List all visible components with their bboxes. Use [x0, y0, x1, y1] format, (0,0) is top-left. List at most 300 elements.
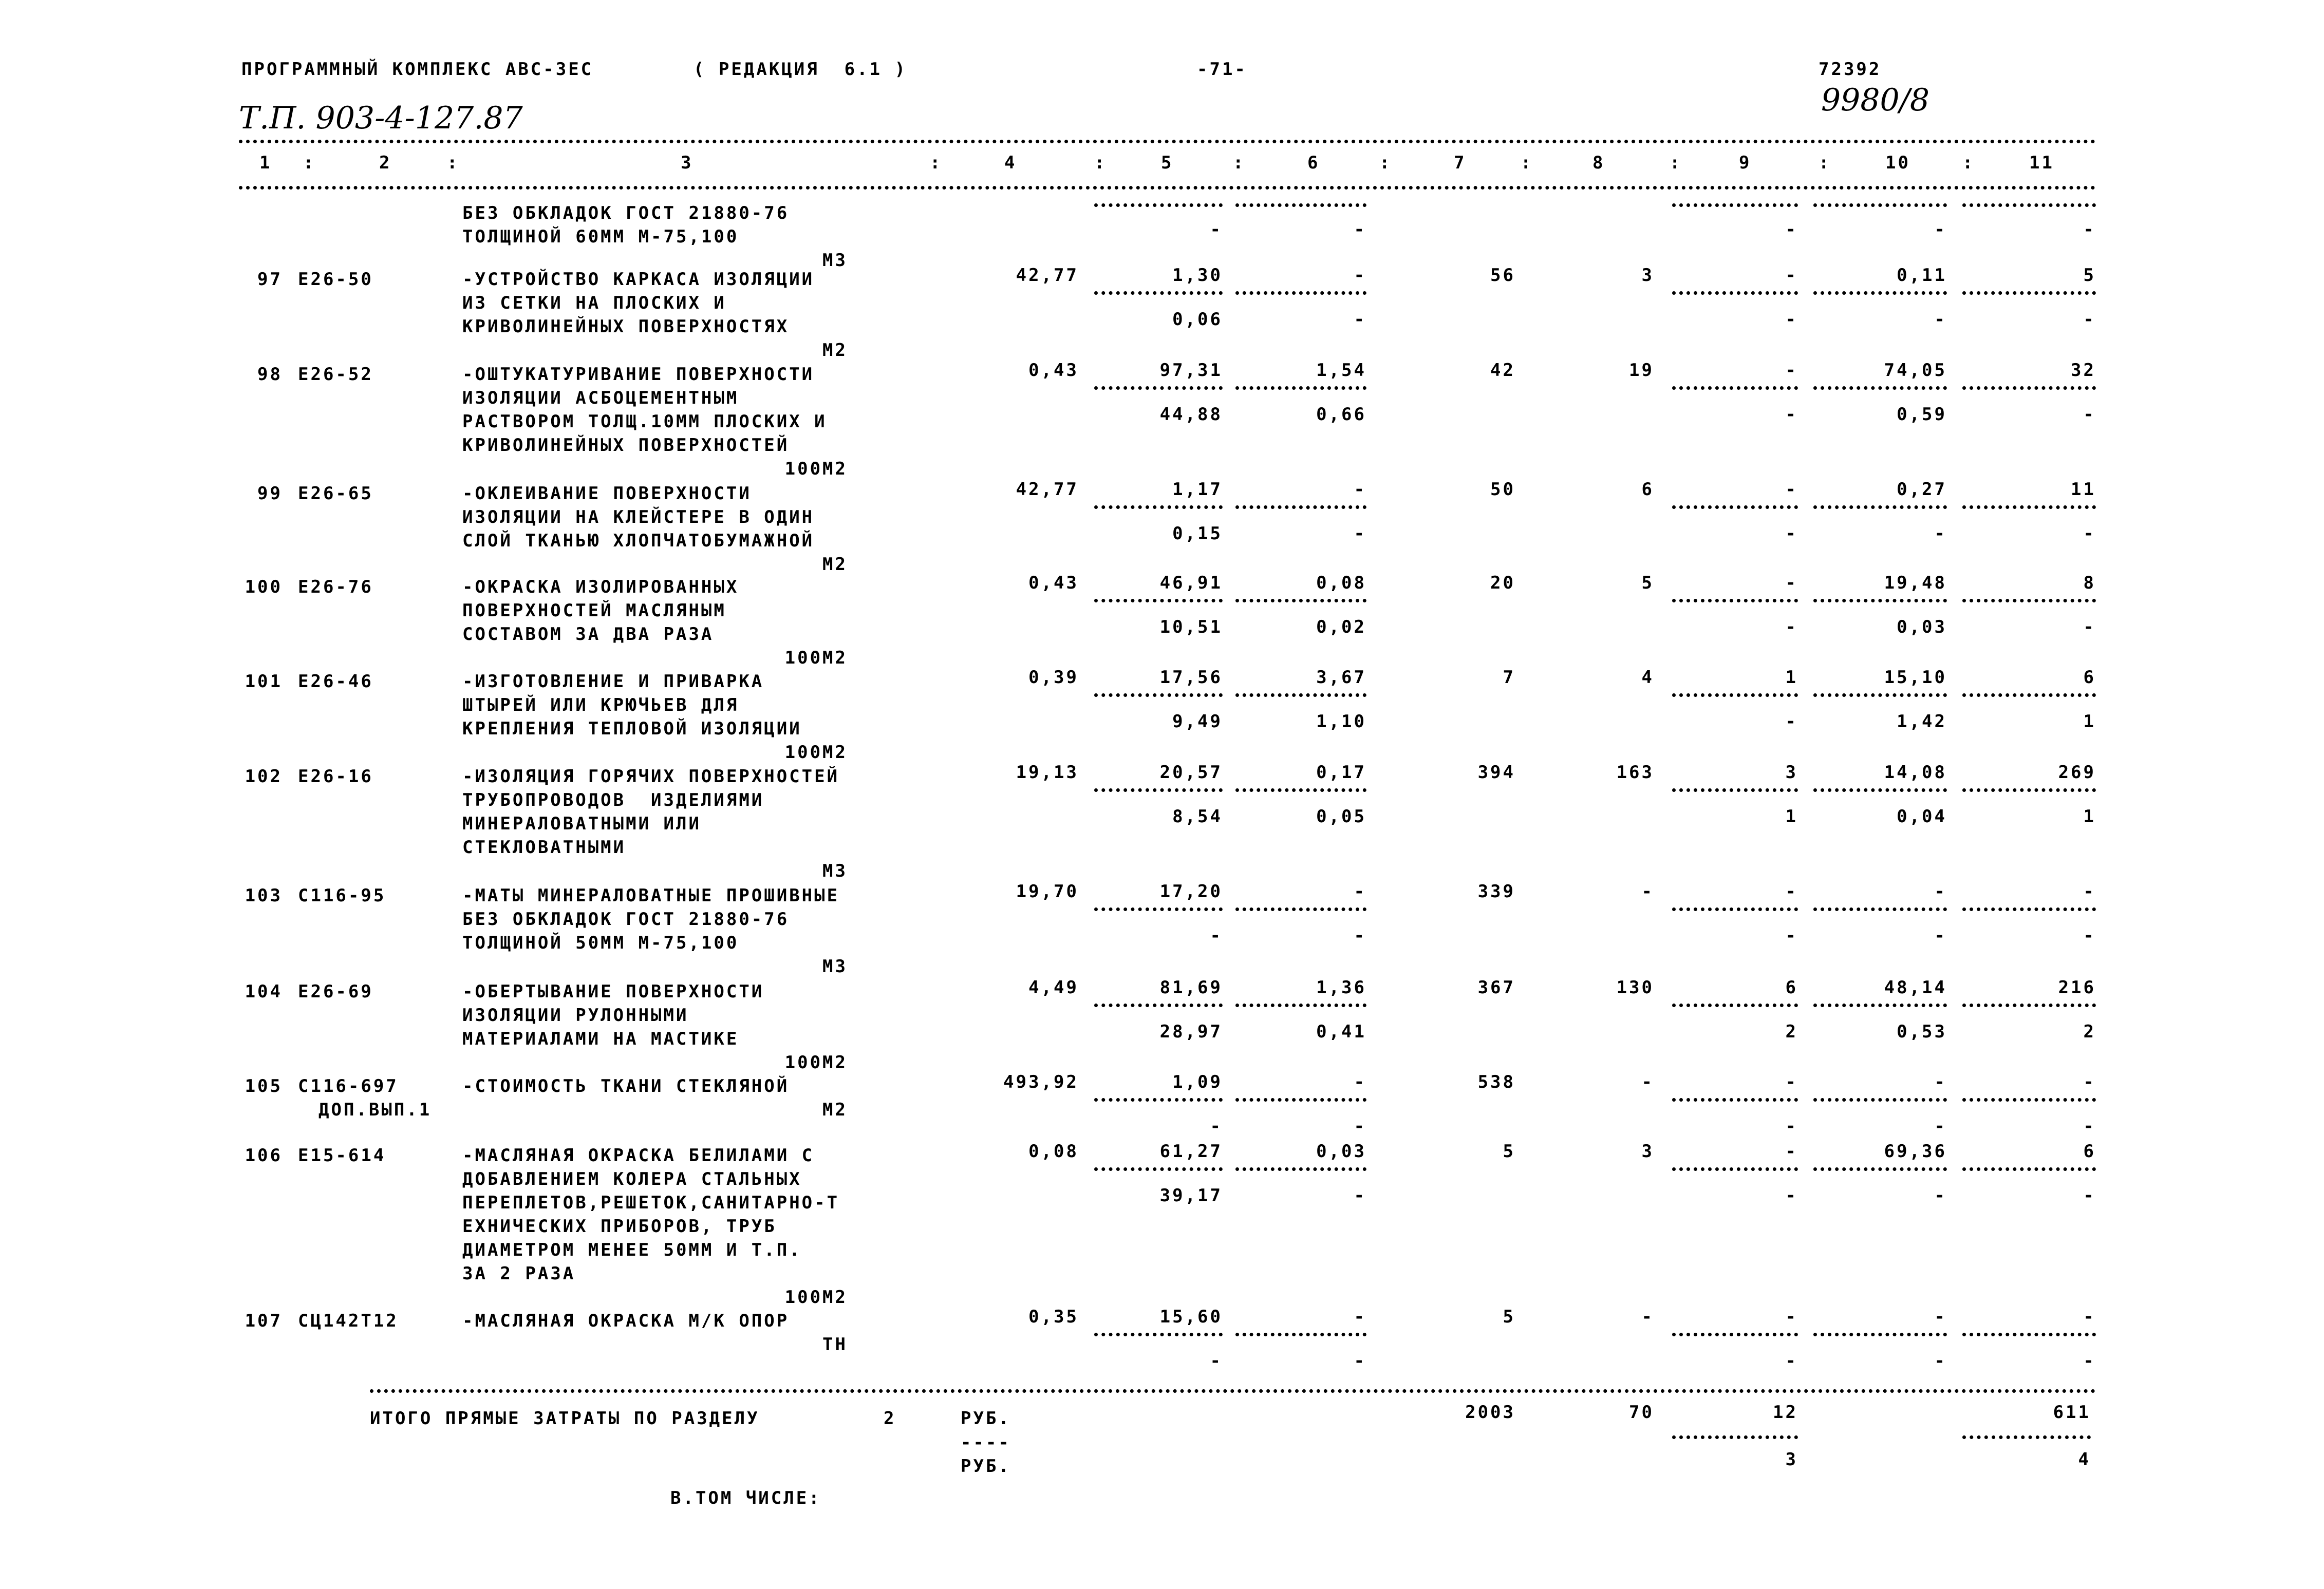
cell-c9-top: 3: [1785, 762, 1798, 783]
cell-col-8: -: [1641, 881, 1654, 902]
row-unit: 100М2: [784, 459, 848, 479]
cell-c6-rule: [1235, 203, 1366, 207]
cell-c11-bottom: -: [2083, 925, 2096, 946]
cell-c6-rule: [1235, 1004, 1366, 1007]
column-header-10: 10: [1885, 153, 1910, 173]
row-description-line: ЗА 2 РАЗА: [462, 1263, 576, 1284]
cell-c5-rule: [1094, 291, 1223, 295]
cell-c9-rule: [1672, 1004, 1798, 1007]
cell-c6-top: 0,08: [1316, 573, 1366, 593]
cell-c5-top: 17,20: [1159, 881, 1223, 902]
cell-c6-top: -: [1354, 1307, 1366, 1327]
header-bottom-rule: [239, 186, 2096, 190]
cell-c6-rule: [1235, 599, 1366, 602]
row-description-line: ИЗОЛЯЦИИ АСБОЦЕМЕНТНЫМ: [462, 388, 739, 408]
cell-c9-rule: [1672, 291, 1798, 295]
table-bottom-rule: [370, 1389, 2096, 1393]
row-unit: 100М2: [784, 1052, 848, 1073]
column-header-8: 8: [1592, 153, 1605, 173]
cell-c11-bottom: 2: [2083, 1021, 2096, 1042]
row-description-line: КРИВОЛИНЕЙНЫХ ПОВЕРХНОСТЯХ: [462, 316, 790, 337]
row-number: 100: [245, 577, 283, 597]
row-number: 106: [245, 1145, 283, 1166]
cell-c11-bottom: -: [2083, 1116, 2096, 1137]
row-description-line: -ОШТУКАТУРИВАНИЕ ПОВЕРХНОСТИ: [462, 364, 815, 385]
row-unit: М3: [822, 956, 848, 977]
cell-col-7: 56: [1490, 265, 1515, 286]
total-col-11-bottom: 4: [2078, 1449, 2091, 1470]
cell-c5-rule: [1094, 693, 1223, 697]
row-code: С116-697: [298, 1076, 399, 1096]
cell-c11-rule: [1962, 693, 2096, 697]
cell-c10-bottom: 0,04: [1897, 806, 1947, 827]
cell-c6-top: 1,54: [1316, 360, 1366, 381]
row-unit: 100М2: [784, 648, 848, 668]
column-header-3: 3: [681, 153, 694, 173]
cell-col-7: 394: [1477, 762, 1515, 783]
cell-c11-rule: [1962, 1098, 2096, 1102]
row-description-line: -УСТРОЙСТВО КАРКАСА ИЗОЛЯЦИИ: [462, 269, 815, 290]
row-number: 107: [245, 1311, 283, 1331]
cell-c5-top: 17,56: [1159, 667, 1223, 688]
cell-c5-rule: [1094, 203, 1223, 207]
cell-c11-rule: [1962, 386, 2096, 390]
row-number: 98: [257, 364, 283, 385]
row-unit: 100М2: [784, 742, 848, 763]
row-description-line: РАСТВОРОМ ТОЛЩ.10ММ ПЛОСКИХ И: [462, 411, 827, 432]
cell-c10-bottom: -: [1934, 1116, 1947, 1137]
cell-c10-top: -: [1934, 1072, 1947, 1092]
document-number: 72392: [1819, 59, 1882, 80]
cell-c6-top: 1,36: [1316, 977, 1366, 998]
cell-c6-bottom: -: [1354, 925, 1366, 946]
cell-c11-top: 5: [2083, 265, 2096, 286]
cell-c6-bottom: -: [1354, 219, 1366, 240]
cell-c11-bottom: -: [2083, 404, 2096, 425]
cell-c11-rule: [1962, 599, 2096, 602]
cell-c5-top: 1,17: [1172, 479, 1223, 500]
row-description-line: КРИВОЛИНЕЙНЫХ ПОВЕРХНОСТЕЙ: [462, 435, 790, 456]
row-unit: ТН: [822, 1334, 848, 1355]
cell-c5-rule: [1094, 1098, 1223, 1102]
cell-c11-rule: [1962, 505, 2096, 509]
column-header-5: 5: [1161, 153, 1174, 173]
cell-col-7: 50: [1490, 479, 1515, 500]
total-col-9-bottom: 3: [1785, 1449, 1798, 1470]
cell-c6-rule: [1235, 386, 1366, 390]
row-description-line: ИЗОЛЯЦИИ НА КЛЕЙСТЕРЕ В ОДИН: [462, 507, 815, 527]
cell-c9-rule: [1672, 1098, 1798, 1102]
total-col-9-rule: [1672, 1435, 1798, 1439]
row-number: 97: [257, 269, 283, 290]
cell-c9-rule: [1672, 203, 1798, 207]
cell-c6-top: -: [1354, 1072, 1366, 1092]
cell-col-8: 3: [1641, 265, 1654, 286]
row-code: С116-95: [298, 885, 386, 906]
row-code: Е26-52: [298, 364, 373, 385]
cell-c9-top: -: [1785, 360, 1798, 381]
cell-c9-top: -: [1785, 881, 1798, 902]
row-description-line: -МАСЛЯНАЯ ОКРАСКА БЕЛИЛАМИ С: [462, 1145, 815, 1166]
cell-c9-bottom: -: [1785, 309, 1798, 330]
column-header-11: 11: [2029, 153, 2054, 173]
row-description-line: -ИЗГОТОВЛЕНИЕ И ПРИВАРКА: [462, 671, 764, 692]
cell-col-4: 4,49: [1028, 977, 1079, 998]
total-col-8: 70: [1629, 1402, 1654, 1423]
cell-c9-top: -: [1785, 479, 1798, 500]
row-code: Е26-50: [298, 269, 373, 290]
column-header-4: 4: [1004, 153, 1017, 173]
cell-col-8: 163: [1616, 762, 1654, 783]
cell-c9-bottom: -: [1785, 1116, 1798, 1137]
cell-col-8: 5: [1641, 573, 1654, 593]
cell-c10-bottom: -: [1934, 925, 1947, 946]
page-number: -71-: [1197, 59, 1247, 80]
column-separator: :: [1819, 153, 1831, 173]
in-that-number-label: В.ТОМ ЧИСЛЕ:: [670, 1488, 821, 1508]
cell-c11-bottom: 1: [2083, 806, 2096, 827]
row-description-line: -ОБЕРТЫВАНИЕ ПОВЕРХНОСТИ: [462, 981, 764, 1002]
cell-c10-rule: [1813, 599, 1947, 602]
row-description-line: ПЕРЕПЛЕТОВ,РЕШЕТОК,САНИТАРНО-Т: [462, 1193, 840, 1213]
cell-c6-bottom: -: [1354, 1351, 1366, 1371]
cell-c6-top: -: [1354, 265, 1366, 286]
row-code: Е26-76: [298, 577, 373, 597]
cell-c6-bottom: 0,02: [1316, 617, 1366, 637]
cell-c5-rule: [1094, 505, 1223, 509]
row-code: Е26-69: [298, 981, 373, 1002]
column-separator: :: [1521, 153, 1533, 173]
cell-c11-top: 11: [2071, 479, 2096, 500]
cell-c9-rule: [1672, 693, 1798, 697]
cell-c6-top: 0,17: [1316, 762, 1366, 783]
cell-c9-top: 1: [1785, 667, 1798, 688]
cell-c5-rule: [1094, 1167, 1223, 1171]
row-code: Е26-16: [298, 766, 373, 787]
column-separator: :: [1233, 153, 1246, 173]
cell-col-8: 6: [1641, 479, 1654, 500]
cell-c5-rule: [1094, 1333, 1223, 1336]
cell-c9-bottom: -: [1785, 925, 1798, 946]
cell-c6-rule: [1235, 1333, 1366, 1336]
cell-c6-rule: [1235, 693, 1366, 697]
cell-c9-rule: [1672, 599, 1798, 602]
cell-c10-rule: [1813, 203, 1947, 207]
cell-c9-bottom: 2: [1785, 1021, 1798, 1042]
cell-c5-top: 61,27: [1159, 1141, 1223, 1162]
cell-c11-top: -: [2083, 1307, 2096, 1327]
cell-c10-bottom: 1,42: [1897, 711, 1947, 732]
cell-c10-rule: [1813, 291, 1947, 295]
cell-c5-bottom: -: [1210, 1116, 1223, 1137]
cell-c6-bottom: 0,41: [1316, 1021, 1366, 1042]
cell-c10-bottom: -: [1934, 1351, 1947, 1371]
cell-col-4: 19,13: [1016, 762, 1079, 783]
handwritten-project-code: Т.П. 903-4-127.87: [239, 100, 523, 136]
cell-c5-rule: [1094, 788, 1223, 792]
cell-c11-top: -: [2083, 1072, 2096, 1092]
cell-c11-rule: [1962, 291, 2096, 295]
cell-c10-bottom: -: [1934, 219, 1947, 240]
cell-c10-bottom: -: [1934, 309, 1947, 330]
row-unit: М3: [822, 250, 848, 271]
cell-c11-bottom: -: [2083, 523, 2096, 544]
cell-c11-top: -: [2083, 881, 2096, 902]
cell-col-7: 339: [1477, 881, 1515, 902]
cell-c6-bottom: 0,66: [1316, 404, 1366, 425]
cell-col-8: 130: [1616, 977, 1654, 998]
row-number: 105: [245, 1076, 283, 1096]
row-description-line: СЛОЙ ТКАНЬЮ ХЛОПЧАТОБУМАЖНОЙ: [462, 531, 815, 551]
row-code-extra: ДОП.ВЫП.1: [318, 1100, 432, 1120]
cell-c5-bottom: 0,06: [1172, 309, 1223, 330]
row-number: 102: [245, 766, 283, 787]
total-col-11-rule: [1962, 1435, 2091, 1439]
cell-c9-bottom: -: [1785, 1351, 1798, 1371]
cell-c9-rule: [1672, 1167, 1798, 1171]
cell-c9-rule: [1672, 907, 1798, 911]
cell-c6-rule: [1235, 1098, 1366, 1102]
cell-c5-bottom: 28,97: [1159, 1021, 1223, 1042]
cell-c10-bottom: -: [1934, 523, 1947, 544]
row-code: Е26-46: [298, 671, 373, 692]
cell-col-4: 19,70: [1016, 881, 1079, 902]
cell-c9-bottom: -: [1785, 523, 1798, 544]
cell-c6-rule: [1235, 1167, 1366, 1171]
cell-c9-top: -: [1785, 265, 1798, 286]
row-description-line: -ИЗОЛЯЦИЯ ГОРЯЧИХ ПОВЕРХНОСТЕЙ: [462, 766, 840, 787]
row-description-line: ТРУБОПРОВОДОВ ИЗДЕЛИЯМИ: [462, 790, 764, 810]
total-currency-dash: ----: [961, 1432, 1011, 1453]
row-unit: 100М2: [784, 1287, 848, 1308]
column-separator: :: [1962, 153, 1975, 173]
total-currency-1: РУБ.: [961, 1408, 1011, 1429]
cell-c6-top: 3,67: [1316, 667, 1366, 688]
cell-c10-top: 14,08: [1884, 762, 1947, 783]
cell-c5-top: 46,91: [1159, 573, 1223, 593]
cell-c6-rule: [1235, 907, 1366, 911]
row-description-line: МАТЕРИАЛАМИ НА МАСТИКЕ: [462, 1029, 739, 1049]
cell-c10-rule: [1813, 693, 1947, 697]
cell-c9-top: 6: [1785, 977, 1798, 998]
cell-c6-bottom: -: [1354, 523, 1366, 544]
cell-c11-bottom: -: [2083, 1185, 2096, 1206]
cell-c6-top: 0,03: [1316, 1141, 1366, 1162]
cell-c9-top: -: [1785, 1307, 1798, 1327]
cell-c11-rule: [1962, 1004, 2096, 1007]
cell-c10-top: -: [1934, 881, 1947, 902]
cell-c6-rule: [1235, 291, 1366, 295]
cell-c5-bottom: -: [1210, 925, 1223, 946]
cell-c11-bottom: -: [2083, 1351, 2096, 1371]
cell-col-8: -: [1641, 1072, 1654, 1092]
row-number: 99: [257, 483, 283, 504]
cell-col-8: -: [1641, 1307, 1654, 1327]
cell-c10-top: 0,11: [1897, 265, 1947, 286]
cell-col-4: 42,77: [1016, 479, 1079, 500]
cell-c5-rule: [1094, 599, 1223, 602]
cell-col-7: 5: [1503, 1141, 1515, 1162]
cell-c6-rule: [1235, 505, 1366, 509]
cell-c11-bottom: -: [2083, 219, 2096, 240]
cell-c6-rule: [1235, 788, 1366, 792]
cell-c9-bottom: -: [1785, 404, 1798, 425]
row-description-line: МИНЕРАЛОВАТНЫМИ ИЛИ: [462, 814, 701, 834]
column-separator: :: [447, 153, 460, 173]
edition-label: ( РЕДАКЦИЯ 6.1 ): [694, 59, 907, 80]
cell-col-4: 42,77: [1016, 265, 1079, 286]
row-description-line: БЕЗ ОБКЛАДОК ГОСТ 21880-76: [462, 909, 790, 930]
row-description-line: -ОКЛЕИВАНИЕ ПОВЕРХНОСТИ: [462, 483, 752, 504]
cell-c11-rule: [1962, 788, 2096, 792]
cell-c5-bottom: 9,49: [1172, 711, 1223, 732]
cell-c5-top: 20,57: [1159, 762, 1223, 783]
row-description-line: ИЗОЛЯЦИИ РУЛОННЫМИ: [462, 1005, 689, 1026]
column-header-1: 1: [259, 153, 272, 173]
cell-col-4: 493,92: [1003, 1072, 1079, 1092]
cell-c5-top: 81,69: [1159, 977, 1223, 998]
cell-c10-top: 48,14: [1884, 977, 1947, 998]
cell-c11-top: 32: [2071, 360, 2096, 381]
row-description-line: ШТЫРЕЙ ИЛИ КРЮЧЬЕВ ДЛЯ: [462, 695, 739, 715]
row-description-line: -ОКРАСКА ИЗОЛИРОВАННЫХ: [462, 577, 739, 597]
row-description-line: -СТОИМОСТЬ ТКАНИ СТЕКЛЯНОЙ: [462, 1076, 790, 1096]
row-description-line: ПОВЕРХНОСТЕЙ МАСЛЯНЫМ: [462, 600, 726, 621]
row-description-line: СТЕКЛОВАТНЫМИ: [462, 837, 626, 858]
cell-c10-top: 0,27: [1897, 479, 1947, 500]
row-number: 104: [245, 981, 283, 1002]
cell-c10-rule: [1813, 505, 1947, 509]
program-title: ПРОГРАММНЫЙ КОМПЛЕКС АВС-3ЕС: [241, 59, 594, 80]
cell-col-7: 7: [1503, 667, 1515, 688]
column-separator: :: [1094, 153, 1107, 173]
column-header-2: 2: [379, 153, 392, 173]
cell-c10-bottom: -: [1934, 1185, 1947, 1206]
cell-c9-rule: [1672, 1333, 1798, 1336]
handwritten-archive-number: 9980/8: [1821, 82, 1930, 118]
row-unit: М3: [822, 861, 848, 881]
cell-c5-rule: [1094, 907, 1223, 911]
cell-c10-rule: [1813, 1167, 1947, 1171]
total-label: ИТОГО ПРЯМЫЕ ЗАТРАТЫ ПО РАЗДЕЛУ: [370, 1408, 760, 1429]
cell-c6-bottom: -: [1354, 1185, 1366, 1206]
column-separator: :: [303, 153, 316, 173]
cell-c11-bottom: -: [2083, 309, 2096, 330]
cell-col-7: 20: [1490, 573, 1515, 593]
row-description-line: -МАСЛЯНАЯ ОКРАСКА М/К ОПОР: [462, 1311, 790, 1331]
total-col-7: 2003: [1465, 1402, 1515, 1423]
cell-c5-rule: [1094, 386, 1223, 390]
row-number: 101: [245, 671, 283, 692]
cell-c11-top: 6: [2083, 667, 2096, 688]
cell-c11-top: 8: [2083, 573, 2096, 593]
cell-col-7: 5: [1503, 1307, 1515, 1327]
cell-c10-rule: [1813, 788, 1947, 792]
cell-c5-bottom: -: [1210, 1351, 1223, 1371]
cell-c9-rule: [1672, 788, 1798, 792]
cell-c11-top: 269: [2058, 762, 2096, 783]
row-description-line: -МАТЫ МИНЕРАЛОВАТНЫЕ ПРОШИВНЫЕ: [462, 885, 840, 906]
cell-col-8: 3: [1641, 1141, 1654, 1162]
cell-col-4: 0,35: [1028, 1307, 1079, 1327]
row-description-line: ДОБАВЛЕНИЕМ КОЛЕРА СТАЛЬНЫХ: [462, 1169, 802, 1189]
row-description-line: ДИАМЕТРОМ МЕНЕЕ 50ММ И Т.П.: [462, 1240, 802, 1260]
cell-c5-top: 1,09: [1172, 1072, 1223, 1092]
cell-col-7: 367: [1477, 977, 1515, 998]
cell-c11-rule: [1962, 907, 2096, 911]
table-top-rule: [239, 140, 2096, 143]
row-description-line: ТОЛЩИНОЙ 60ММ М-75,100: [462, 226, 739, 247]
cell-col-4: 0,08: [1028, 1141, 1079, 1162]
cell-c5-bottom: 0,15: [1172, 523, 1223, 544]
cell-c6-bottom: -: [1354, 1116, 1366, 1137]
cell-c10-top: 74,05: [1884, 360, 1947, 381]
cell-c5-bottom: 10,51: [1159, 617, 1223, 637]
cell-c9-bottom: -: [1785, 1185, 1798, 1206]
cell-col-4: 0,39: [1028, 667, 1079, 688]
cell-c9-top: -: [1785, 1141, 1798, 1162]
row-number: 103: [245, 885, 283, 906]
column-header-9: 9: [1739, 153, 1752, 173]
row-code: Е15-614: [298, 1145, 386, 1166]
column-header-7: 7: [1454, 153, 1467, 173]
cell-c5-bottom: 8,54: [1172, 806, 1223, 827]
total-currency-2: РУБ.: [961, 1456, 1011, 1477]
cell-c5-bottom: -: [1210, 219, 1223, 240]
total-col-11-top: 611: [2053, 1402, 2091, 1423]
cell-col-8: 4: [1641, 667, 1654, 688]
row-description-line: КРЕПЛЕНИЯ ТЕПЛОВОЙ ИЗОЛЯЦИИ: [462, 718, 802, 739]
cell-c6-bottom: 0,05: [1316, 806, 1366, 827]
cell-c10-rule: [1813, 907, 1947, 911]
cell-c9-top: -: [1785, 1072, 1798, 1092]
cell-c11-bottom: -: [2083, 617, 2096, 637]
cell-c6-bottom: 1,10: [1316, 711, 1366, 732]
cell-c6-bottom: -: [1354, 309, 1366, 330]
column-header-6: 6: [1307, 153, 1320, 173]
cell-c10-top: 15,10: [1884, 667, 1947, 688]
column-separator: :: [930, 153, 943, 173]
cell-c11-bottom: 1: [2083, 711, 2096, 732]
row-description-line: БЕЗ ОБКЛАДОК ГОСТ 21880-76: [462, 203, 790, 223]
cell-c9-top: -: [1785, 573, 1798, 593]
column-separator: :: [1379, 153, 1392, 173]
cell-col-7: 538: [1477, 1072, 1515, 1092]
row-description-line: ЕХНИЧЕСКИХ ПРИБОРОВ, ТРУБ: [462, 1216, 777, 1237]
cell-c10-top: -: [1934, 1307, 1947, 1327]
cell-c10-rule: [1813, 1333, 1947, 1336]
total-col-9-top: 12: [1773, 1402, 1798, 1423]
cell-c10-bottom: 0,03: [1897, 617, 1947, 637]
row-unit: М2: [822, 554, 848, 575]
cell-col-4: 0,43: [1028, 360, 1079, 381]
cell-c11-rule: [1962, 1333, 2096, 1336]
cell-c9-bottom: -: [1785, 617, 1798, 637]
cell-c11-top: 6: [2083, 1141, 2096, 1162]
cell-c10-rule: [1813, 386, 1947, 390]
cell-col-7: 42: [1490, 360, 1515, 381]
cell-c10-rule: [1813, 1004, 1947, 1007]
column-separator: :: [1670, 153, 1682, 173]
cell-c10-rule: [1813, 1098, 1947, 1102]
row-description-line: СОСТАВОМ ЗА ДВА РАЗА: [462, 624, 714, 645]
cell-c5-top: 1,30: [1172, 265, 1223, 286]
cell-c6-top: -: [1354, 881, 1366, 902]
cell-c6-top: -: [1354, 479, 1366, 500]
cell-c9-rule: [1672, 505, 1798, 509]
cell-c11-rule: [1962, 1167, 2096, 1171]
cell-c5-bottom: 39,17: [1159, 1185, 1223, 1206]
